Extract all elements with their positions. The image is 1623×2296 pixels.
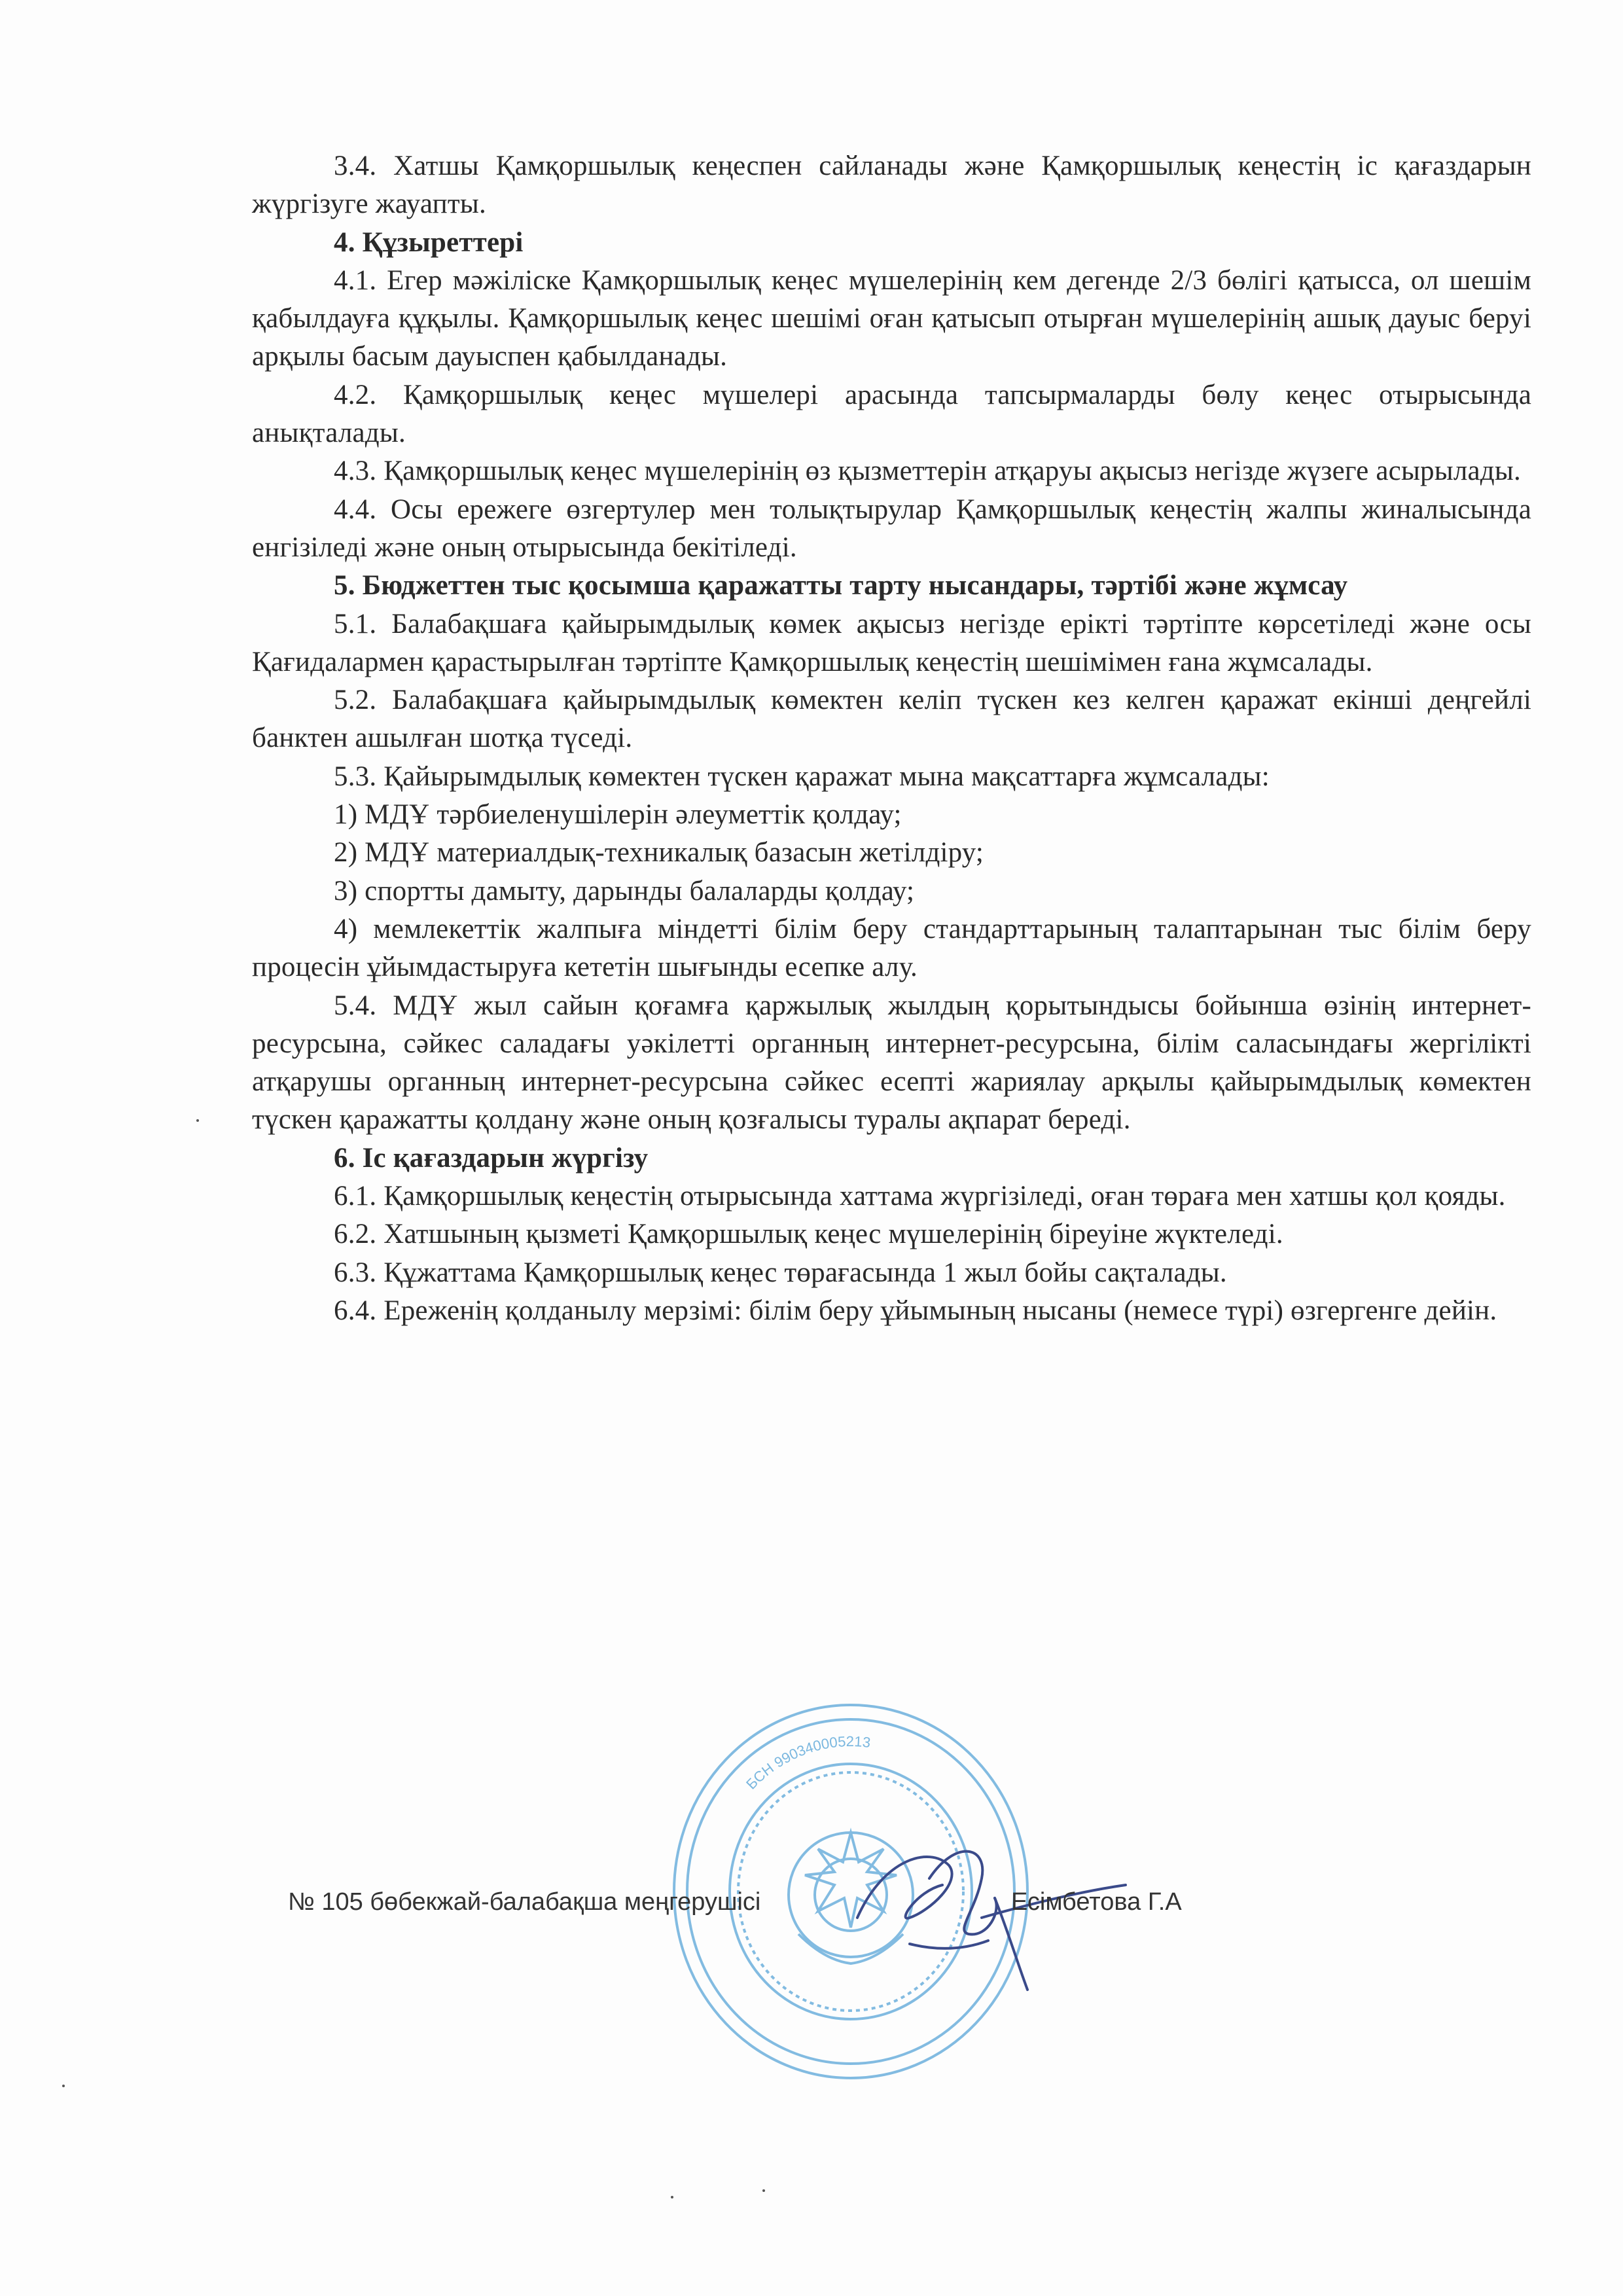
list-item-1: 1) МДҰ тәрбиеленушілерін әлеуметтік қолдау; (334, 799, 902, 831)
scan-speck (62, 2085, 65, 2087)
paragraph-5-1: 5.1. Балабақшаға қайырымдылық көмек ақысыз негізде ерікті тәртіпте көрсетіледі және осы Қағидалармен қарастырылған тәртіпте Қамқоршылық кеңестің шешімімен ғана жұмсалады. (252, 608, 1531, 677)
paragraph-6-3: 6.3. Құжаттама Қамқоршылық кеңес төрағасында 1 жыл бойы сақталады. (334, 1257, 1227, 1288)
section-heading-4: 4. Құзыреттері (334, 226, 524, 258)
section-heading-5: 5. Бюджеттен тыс қосымша қаражатты тарту нысандары, тәртібі және жұмсау (334, 570, 1348, 601)
scan-speck (196, 1119, 199, 1122)
scan-speck (671, 2196, 673, 2198)
list-item-2: 2) МДҰ материалдық-техникалық базасын жетілдіру; (334, 837, 984, 869)
position-title: № 105 бөбекжай-балабақша меңгерушісі (288, 1888, 761, 1916)
paragraph-5-3: 5.3. Қайырымдылық көмектен түскен қаражат мына мақсаттарға жұмсалады: (334, 761, 1270, 792)
paragraph-6-1: 6.1. Қамқоршылық кеңестің отырысында хаттама жүргізіледі, оған төраға мен хатшы қол қояды. (334, 1181, 1506, 1212)
stamp-bin-text: БСН 990340005213 (743, 1732, 872, 1793)
paragraph-4-2: 4.2. Қамқоршылық кеңес мүшелері арасында тапсырмаларды бөлу кеңес отырысында анықталады. (252, 379, 1531, 449)
paragraph-6-4: 6.4. Ереженің қолданылу мерзімі: білім беру ұйымының нысаны (немесе түрі) өзгергенге дейін. (334, 1295, 1497, 1326)
paragraph-4-1: 4.1. Егер мәжіліске Қамқоршылық кеңес мүшелерінің кем дегенде 2/3 бөлігі қатысса, ол шешім қабылдауға құқылы. Қамқоршылық кеңес шешімі оған қатысып отырған мүшелерінің ашық дауыс беруі арқылы басым дауыспен қабылданады. (252, 264, 1531, 372)
signer-name: Есімбетова Г.А (1011, 1888, 1182, 1916)
scan-speck (762, 2189, 765, 2192)
document-body (252, 147, 1531, 1330)
paragraph-5-2: 5.2. Балабақшаға қайырымдылық көмектен келіп түскен кез келген қаражат екінші деңгейлі банктен ашылған шотқа түседі. (252, 685, 1531, 754)
section-heading-6: 6. Іс қағаздарын жүргізу (334, 1142, 649, 1174)
paragraph-5-4: 5.4. МДҰ жыл сайын қоғамға қаржылық жылдың қорытындысы бойынша өзінің интернет-ресурсына, сәйкес саладағы уәкілетті органның интернет-ресурсына, білім саласындағы жергілікті атқарушы органның интернет-ресурсына сәйкес есепті жариялау арқылы қайырымдылық көмектен түскен қаражатты қолдану және оның қозғалысы туралы ақпарат береді. (252, 990, 1531, 1136)
list-item-3: 3) спортты дамыту, дарынды балаларды қолдау; (334, 875, 915, 906)
paragraph-4-4: 4.4. Осы ережеге өзгертулер мен толықтырулар Қамқоршылық кеңестің жалпы жиналысында енгізіледі және оның отырысында бекітіледі. (252, 493, 1531, 563)
paragraph-4-3: 4.3. Қамқоршылық кеңес мүшелерінің өз қызметтерін атқаруы ақысыз негізде жүзеге асырылады. (334, 456, 1521, 487)
paragraph-3-4: 3.4. Хатшы Қамқоршылық кеңеспен сайланады және Қамқоршылық кеңестің іс қағаздарын жүргізуге жауапты. (252, 151, 1531, 220)
paragraph-6-2: 6.2. Хатшының қызметі Қамқоршылық кеңес мүшелерінің біреуіне жүктеледі. (334, 1219, 1283, 1250)
list-item-4: 4) мемлекеттік жалпыға міндетті білім беру стандарттарының талаптарынан тыс білім беру процесін ұйымдастыруға кететін шығынды есепке алу. (252, 913, 1531, 983)
